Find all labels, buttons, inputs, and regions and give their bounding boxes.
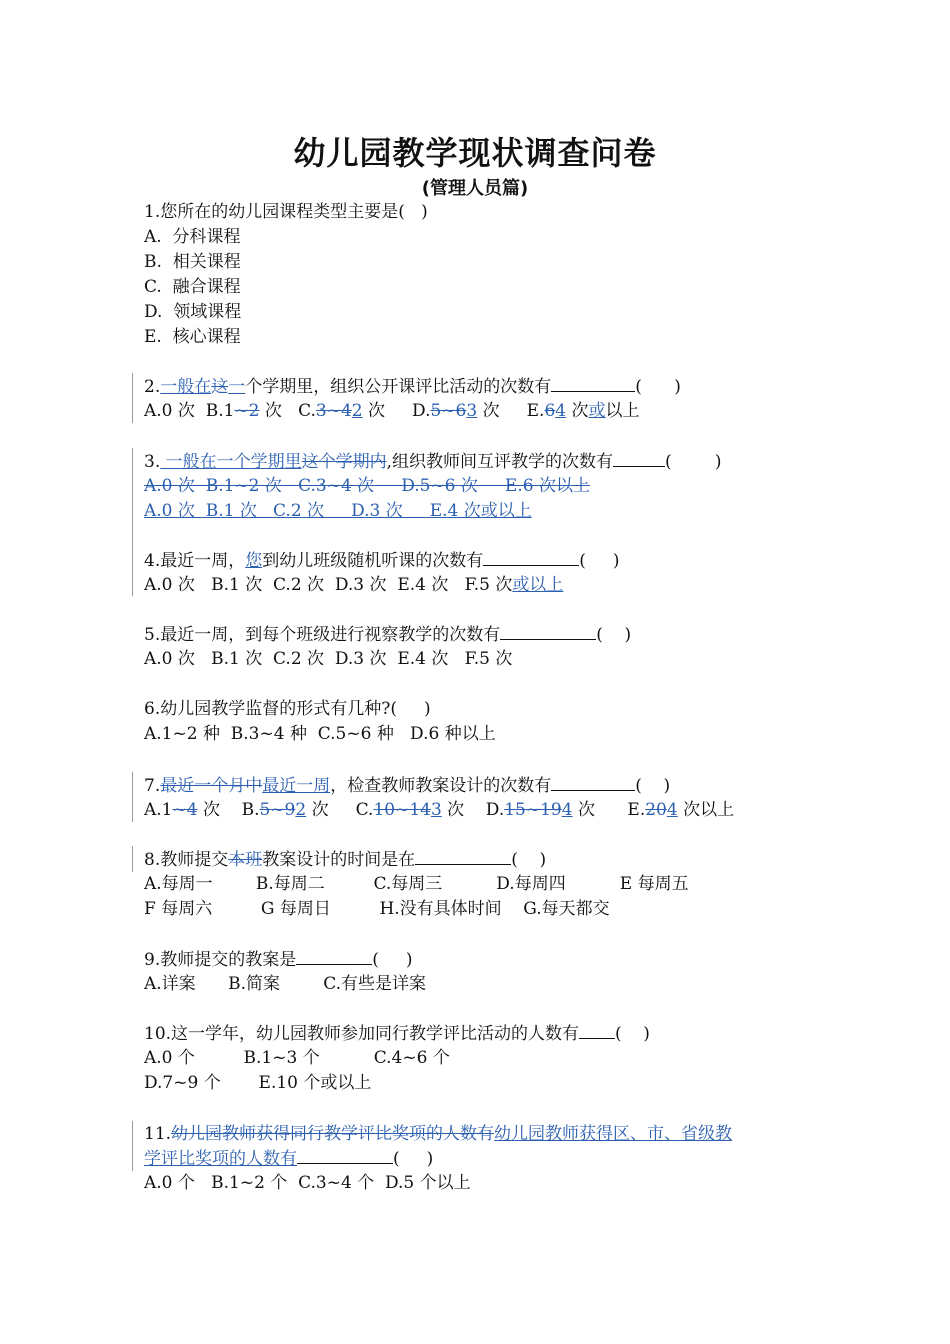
deletion: ~4 [172,800,198,820]
option-text: A.0 次 B.1 次 C.2 次 D.3 次 E.4 次 F.5 次 [144,575,513,595]
deletion: ~2 [234,401,260,421]
option-text: 次 C. [259,401,316,421]
question-7-stem [144,774,670,797]
question-4-text: 到幼儿班级随机听课的次数有 [262,551,484,571]
option-text: A.1 [144,800,173,820]
insertion: 2 [351,401,363,421]
answer-paren: ( ) [665,452,722,472]
question-5-text: 5.最近一周，到每个班级进行视察教学的次数有 [144,625,501,645]
insertion: 4 [561,800,573,820]
insertion: 一般在一个学期里 [160,452,302,472]
insertion: 或以上 [512,575,564,595]
question-2-text: 个学期里，组织公开课评比活动的次数有 [245,377,552,397]
question-10-stem [144,1022,650,1045]
answer-paren: ( ) [511,850,547,870]
question-1-option-d: D. 领域课程 [144,302,242,322]
deletion: 15~19 [504,800,562,820]
change-bar-q11 [132,1121,133,1171]
question-5-stem [144,623,631,646]
answer-paren: ( ) [635,776,671,796]
option-text: 次 [566,401,589,421]
insertion: 您 [245,551,263,571]
deletion: 这 [211,377,229,397]
answer-blank[interactable] [415,848,511,865]
question-3-options-deleted: A.0 次 B.1~2 次 C.3~4 次 D.5~6 次 E.6 次以上 [144,476,590,496]
question-10-text: 10.这一学年，幼儿园教师参加同行教学评比活动的人数有 [144,1024,580,1044]
question-7-text: ，检查教师教案设计的次数有 [330,776,552,796]
option-text: 次 C. [306,800,374,820]
question-1-option-e: E. 核心课程 [144,327,241,347]
answer-paren: ( ) [596,625,632,645]
insertion: 学评比奖项的人数有 [144,1149,297,1169]
insertion: 一 [228,377,246,397]
answer-paren: ( ) [615,1024,650,1044]
question-8-options-row-2: F 每周六 G 每周日 H.没有具体时间 G.每天都交 [144,899,610,919]
option-text: 次 D. [362,401,431,421]
change-bar-q8 [132,846,133,872]
question-9-text: 9.教师提交的教案是 [144,950,297,970]
deletion: 3~4 [315,401,352,421]
insertion: 3 [466,401,478,421]
change-bar-q2 [132,373,133,423]
question-1-option-a: A. 分科课程 [144,227,241,247]
deletion: 20 [645,800,667,820]
question-9-stem [144,948,413,971]
answer-blank[interactable] [296,948,372,965]
question-11-options: A.0 个 B.1~2 个 C.3~4 个 D.5 个以上 [144,1173,471,1193]
deletion: 这个学期内 [301,452,387,472]
question-4-options [144,574,563,596]
question-8-text: 8.教师提交 [144,850,229,870]
question-10-options-row-2: D.7~9 个 E.10 个或以上 [144,1073,372,1093]
question-11-stem-continued [144,1147,433,1170]
question-2-stem [144,375,681,398]
answer-paren: ( ) [393,1149,434,1169]
question-8-options-row-1: A.每周一 B.每周二 C.每周三 D.每周四 E 每周五 [144,874,689,894]
question-3-number: 3. [144,452,161,472]
insertion: 4 [666,800,678,820]
question-4-text: 4.最近一周， [144,551,246,571]
question-9-options: A.详案 B.简案 C.有些是详案 [144,974,427,994]
option-text: 次 D. [441,800,505,820]
change-bar-q7 [132,772,133,822]
answer-paren: ( ) [635,377,681,397]
insertion: 3 [430,800,442,820]
change-bar-q3-q4 [132,448,133,596]
question-8-text: 教案设计的时间是在 [262,850,416,870]
answer-blank[interactable] [551,375,635,392]
answer-blank[interactable] [483,549,579,566]
question-6-stem: 6.幼儿园教学监督的形式有几种?( ) [144,699,431,719]
option-text: 次 E. [572,800,646,820]
insertion: 或 [588,401,606,421]
option-text: 以上 [605,401,640,421]
deletion: 5~9 [259,800,296,820]
question-8-stem [144,848,546,871]
deletion: 本班 [228,850,263,870]
insertion: 最近一周 [262,776,331,796]
insertion: 2 [295,800,307,820]
page-subtitle: (管理人员篇) [421,178,529,199]
question-7-number: 7. [144,776,161,796]
insertion: 4 [555,401,567,421]
answer-blank[interactable] [297,1147,393,1164]
question-1-stem: 1.您所在的幼儿园课程类型主要是( ) [144,202,428,222]
answer-blank[interactable] [579,1022,615,1039]
question-7-options [144,799,734,821]
question-11-number: 11. [144,1124,172,1144]
deletion: 5~6 [430,401,467,421]
answer-paren: ( ) [579,551,620,571]
deletion: 10~14 [373,800,431,820]
question-3-text: ,组织教师间互评教学的次数有 [386,452,614,472]
option-text: 次 B. [197,800,260,820]
answer-paren: ( ) [372,950,413,970]
answer-blank[interactable] [551,774,635,791]
page-title: 幼儿园教学现状调查问卷 [293,134,657,172]
question-1-option-c: C. 融合课程 [144,277,241,297]
question-4-stem [144,549,620,572]
answer-blank[interactable] [613,450,665,467]
question-1-option-b: B. 相关课程 [144,252,241,272]
option-text: A.0 次 B.1 [144,401,235,421]
question-2-options [144,400,640,422]
deletion: 最近一个月中 [160,776,263,796]
option-text: 次 E. [477,401,545,421]
question-10-options-row-1: A.0 个 B.1~3 个 C.4~6 个 [144,1048,450,1068]
question-11-stem [144,1123,732,1145]
question-6-options: A.1~2 种 B.3~4 种 C.5~6 种 D.6 种以上 [144,724,496,744]
question-2-number: 2. [144,377,161,397]
option-text: 次以上 [677,800,735,820]
deletion: 幼儿园教师获得同行教学评比奖项的人数有 [171,1124,495,1144]
insertion: 幼儿园教师获得区、市、省级教 [494,1124,733,1144]
insertion: 一般在 [160,377,212,397]
question-3-options-inserted: A.0 次 B.1 次 C.2 次 D.3 次 E.4 次或以上 [144,501,532,521]
question-5-options: A.0 次 B.1 次 C.2 次 D.3 次 E.4 次 F.5 次 [144,649,513,669]
question-3-stem [144,450,722,473]
deletion: 6 [544,401,556,421]
answer-blank[interactable] [500,623,596,640]
